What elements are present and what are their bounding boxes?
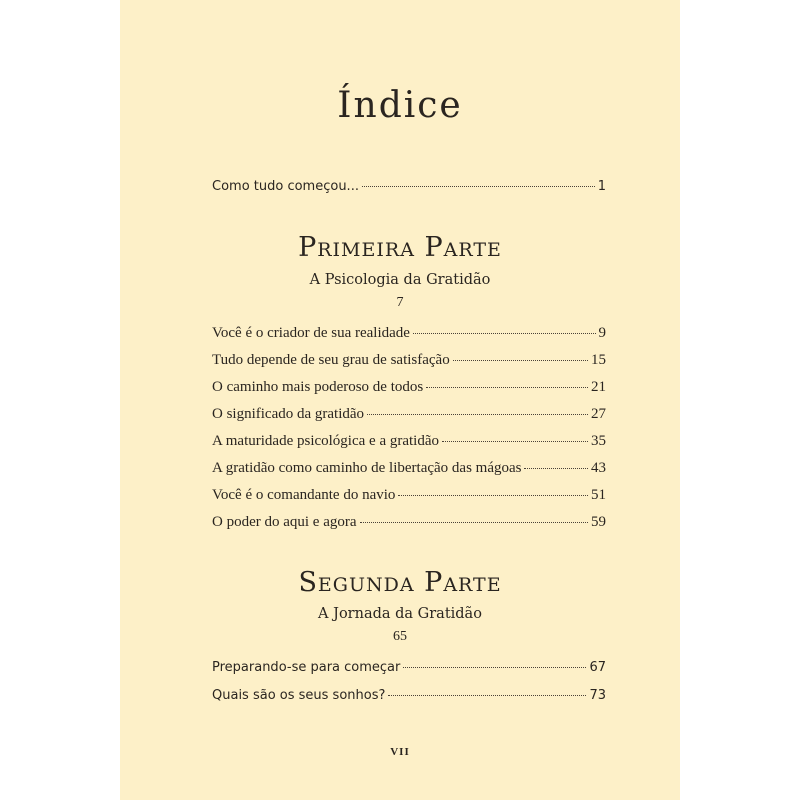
toc-entry[interactable] — [212, 352, 606, 374]
toc-entry-label: Como tudo começou... — [212, 179, 359, 194]
toc-entry-page: 51 — [591, 487, 606, 503]
part-one-page: 7 — [396, 295, 404, 310]
part-two-page: 65 — [393, 629, 407, 644]
page-number: VII — [390, 746, 410, 758]
toc-entry-page: 67 — [589, 660, 606, 675]
toc-entry-page: 43 — [591, 460, 606, 476]
page-title: Índice — [337, 85, 463, 126]
part-two-subtitle: A Jornada da Gratidão — [318, 606, 482, 622]
dot-leader — [398, 495, 588, 496]
toc-entry-label: Você é o criador de sua realidade — [212, 325, 410, 341]
toc-entry-label: O caminho mais poderoso de todos — [212, 379, 424, 395]
toc-entry[interactable] — [212, 379, 606, 401]
part-two-title: Segunda Parte — [298, 567, 502, 598]
toc-entry-label: O poder do aqui e agora — [212, 514, 357, 530]
toc-entry-label: A maturidade psicológica e a gratidão — [212, 433, 439, 449]
dot-leader — [388, 695, 586, 696]
toc-entry-page: 1 — [597, 179, 606, 194]
toc-entry-label: A gratidão como caminho de libertação das mágoas — [212, 460, 522, 476]
dot-leader — [442, 441, 588, 442]
toc-entry-page: 35 — [591, 433, 606, 449]
dot-leader — [524, 468, 588, 469]
toc-entry[interactable] — [212, 688, 606, 710]
toc-entry-label: Você é o comandante do navio — [212, 487, 396, 503]
toc-entry[interactable] — [212, 460, 606, 482]
book-page — [120, 0, 680, 800]
dot-leader — [362, 186, 595, 187]
dot-leader — [403, 667, 586, 668]
toc-entry-page: 15 — [591, 352, 606, 368]
toc-entry[interactable] — [212, 433, 606, 455]
part-one-subtitle: A Psicologia da Gratidão — [309, 272, 491, 288]
toc-entry[interactable] — [212, 406, 606, 428]
toc-entry-label: O significado da gratidão — [212, 406, 365, 422]
dot-leader — [367, 414, 588, 415]
toc-entry[interactable] — [212, 325, 606, 347]
toc-entry-page: 9 — [598, 325, 606, 341]
dot-leader — [426, 387, 588, 388]
dot-leader — [413, 333, 596, 334]
toc-entry-label: Tudo depende de seu grau de satisfação — [212, 352, 450, 368]
toc-entry-label: Preparando-se para começar — [212, 660, 401, 675]
toc-entry[interactable] — [212, 660, 606, 682]
toc-entry[interactable] — [212, 514, 606, 536]
toc-entry-page: 73 — [589, 688, 606, 703]
dot-leader — [453, 360, 588, 361]
part-one-title: Primeira Parte — [298, 232, 502, 263]
toc-entry-label: Quais são os seus sonhos? — [212, 688, 386, 703]
toc-entry-page: 27 — [591, 406, 606, 422]
toc-entry-intro[interactable] — [212, 179, 606, 201]
toc-entry-page: 59 — [591, 514, 606, 530]
toc-entry[interactable] — [212, 487, 606, 509]
dot-leader — [360, 522, 588, 523]
toc-entry-page: 21 — [591, 379, 606, 395]
